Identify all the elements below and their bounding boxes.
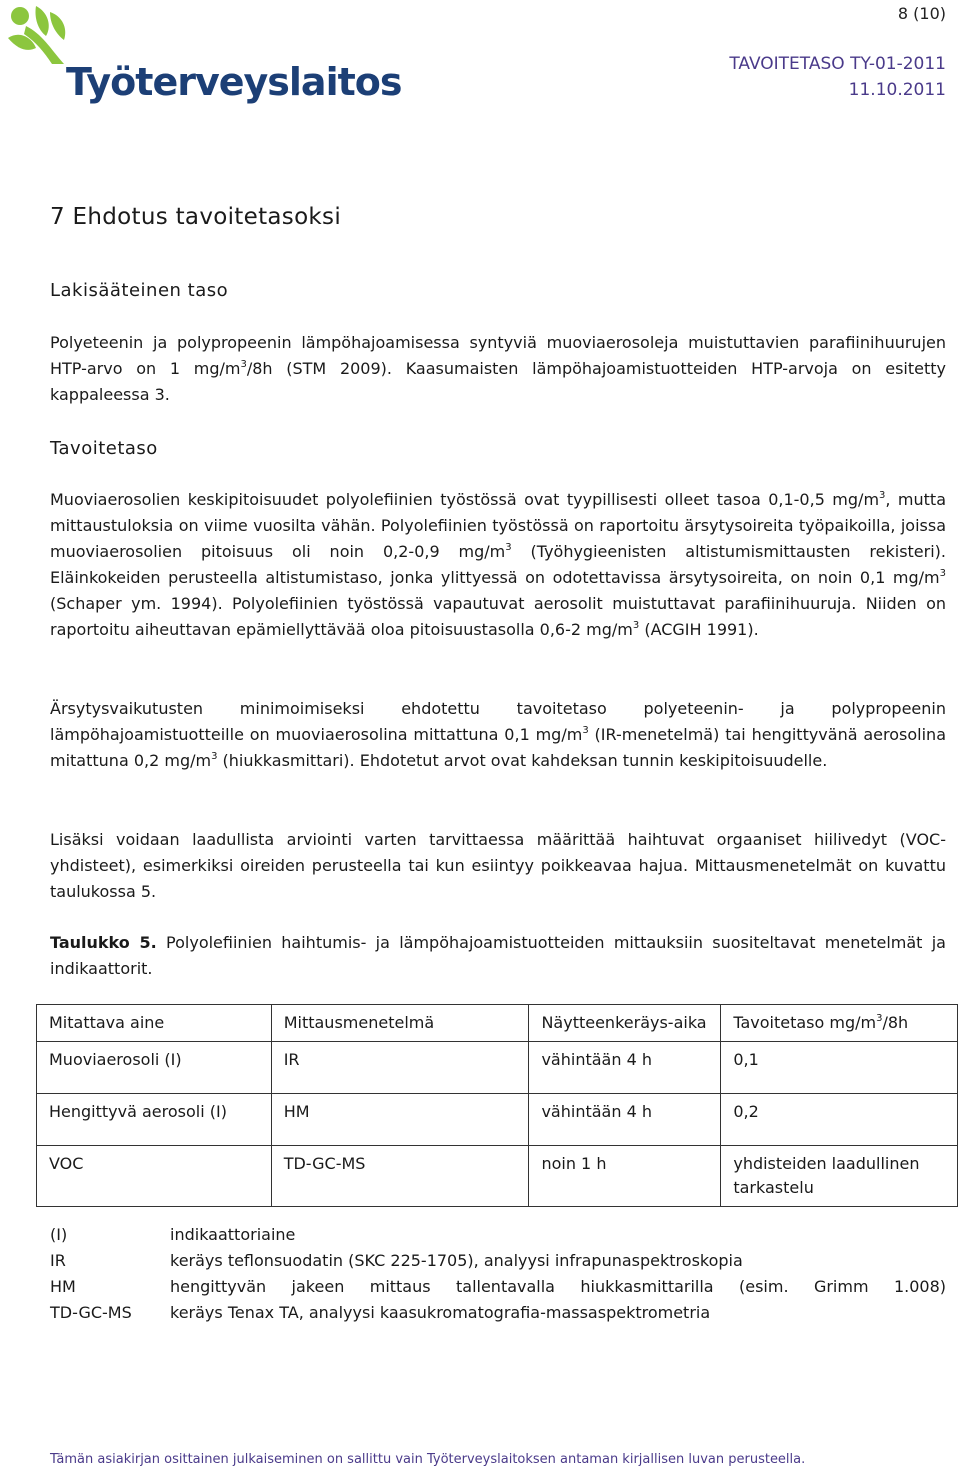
heading-target-level: Tavoitetaso (50, 438, 158, 459)
cell-method: IR (271, 1042, 529, 1094)
methods-table (36, 1004, 958, 1207)
cell-time: vähintään 4 h (529, 1042, 721, 1094)
legend-abbreviation: TD-GC-MS (50, 1303, 132, 1322)
table-header-row (37, 1005, 958, 1042)
legend-description: keräys Tenax TA, analyysi kaasukromatografia-massaspektrometria (170, 1303, 711, 1322)
cell-time: noin 1 h (529, 1146, 721, 1207)
legend-description: hengittyvän jakeen mittaus tallentavalla hiukkasmittarilla (esim. Grimm 1.008) (170, 1277, 946, 1296)
table-caption: Taulukko 5. Polyolefiinien haihtumis- ja lämpöhajoamistuotteiden mittauksiin suositeltavat menetelmät ja indikaattorit. (50, 933, 946, 978)
legend-abbreviation: IR (50, 1251, 66, 1270)
cell-target: 0,1 (721, 1042, 958, 1094)
section-title: 7 Ehdotus tavoitetasoksi (50, 204, 342, 230)
legend-item (50, 1274, 946, 1300)
paragraph-target-level-2: Ärsytysvaikutusten minimoimiseksi ehdotettu tavoitetaso polyeteenin- ja polypropeenin lämpöhajoamistuotteille on muoviaerosolina mittattuna 0,1 $mg/m^3$ (IR-menetelmä) tai hengittyvänä aerosolina mitattuna 0,2 $mg/m^3$ (hiukkasmittari). Ehdotetut arvot ovat kahdeksan tunnin keskipitoisuudelle. (50, 699, 947, 770)
document-code: TAVOITETASO TY-01-2011 (729, 54, 946, 74)
logo-leaf-icon (6, 4, 126, 64)
logo-wordmark: Työterveyslaitos (66, 60, 402, 104)
cell-time: vähintään 4 h (529, 1094, 721, 1146)
header-sampling-time: Näytteenkeräys-aika (529, 1005, 721, 1042)
table-row (37, 1146, 958, 1207)
paragraph-target-level-1: Muoviaerosolien keskipitoisuudet polyolefiinien työstössä ovat tyypillisesti olleet tasoa 0,1-0,5 $mg/m^3$, mutta mittaustuloksia on viime vuosilta vähän. Polyolefiinien työstössä on raportoitu ärsytysoireita työpaikoilla, joissa muoviaerosolien pitoisuus oli noin 0,2-0,9 $mg/m^3$ (Työhygieenisten altistumismittausten rekisteri). Eläinkokeiden perusteella altistumistaso, jonka ylittyessä on odotettavissa ärsytysoireita, on noin 0,1 $mg/m^3$ (Schaper ym. 1994). Polyolefiinien työstössä vapautuvat aerosolit muistuttavat parafiinihuuruja. Niiden on raportoitu aiheuttavan epämiellyttävää oloa pitoisuustasolla 0,6-2 $mg/m^3$ (ACGIH 1991). (50, 490, 947, 639)
table-row (37, 1042, 958, 1094)
cell-substance: Hengittyvä aerosoli (I) (37, 1094, 272, 1146)
page-number: 8 (10) (897, 4, 946, 23)
cell-substance: Muoviaerosoli (I) (37, 1042, 272, 1094)
cell-method: HM (271, 1094, 529, 1146)
legend-item (50, 1300, 946, 1326)
paragraph-voc: Lisäksi voidaan laadullista arviointi varten tarvittaessa määrittää haihtuvat orgaaniset hiilivedyt (VOC-yhdisteet), esimerkiksi oireiden perusteella tai kun esiintyy poikkeavaa hajua. Mittausmenetelmät on kuvattu taulukossa 5. (50, 830, 946, 901)
legend-description: indikaattoriaine (170, 1225, 296, 1244)
cell-target: yhdisteiden laadullinen tarkastelu (721, 1146, 958, 1207)
cell-method: TD-GC-MS (271, 1146, 529, 1207)
paragraph-legal-level: Polyeteenin ja polypropeenin lämpöhajoamisessa syntyviä muoviaerosoleja muistuttavien parafiinihuurujen HTP-arvo on 1 $mg/m^3/8h$ (STM 2009). Kaasumaisten lämpöhajoamistuotteiden HTP-arvoja on esitetty kappaleessa 3. (50, 333, 947, 404)
header-substance: Mitattava aine (37, 1005, 272, 1042)
legend-abbreviation: (I) (50, 1225, 68, 1244)
legend-description: keräys teflonsuodatin (SKC 225-1705), analyysi infrapunaspektroskopia (170, 1251, 743, 1270)
legend-item (50, 1222, 946, 1248)
heading-legal-level: Lakisääteinen taso (50, 280, 229, 301)
legend-item (50, 1248, 946, 1274)
cell-target: 0,2 (721, 1094, 958, 1146)
footer-notice: Tämän asiakirjan osittainen julkaiseminen on sallittu vain Työterveyslaitoksen antaman kirjallisen luvan perusteella. (50, 1452, 806, 1467)
table-row (37, 1094, 958, 1146)
table-legend (50, 1222, 946, 1326)
cell-substance: VOC (37, 1146, 272, 1207)
legend-abbreviation: HM (50, 1277, 76, 1296)
document-date: 11.10.2011 (848, 80, 946, 100)
header-method: Mittausmenetelmä (271, 1005, 529, 1042)
header-target-level: Tavoitetaso $mg/m^3/8h$ (721, 1005, 958, 1042)
